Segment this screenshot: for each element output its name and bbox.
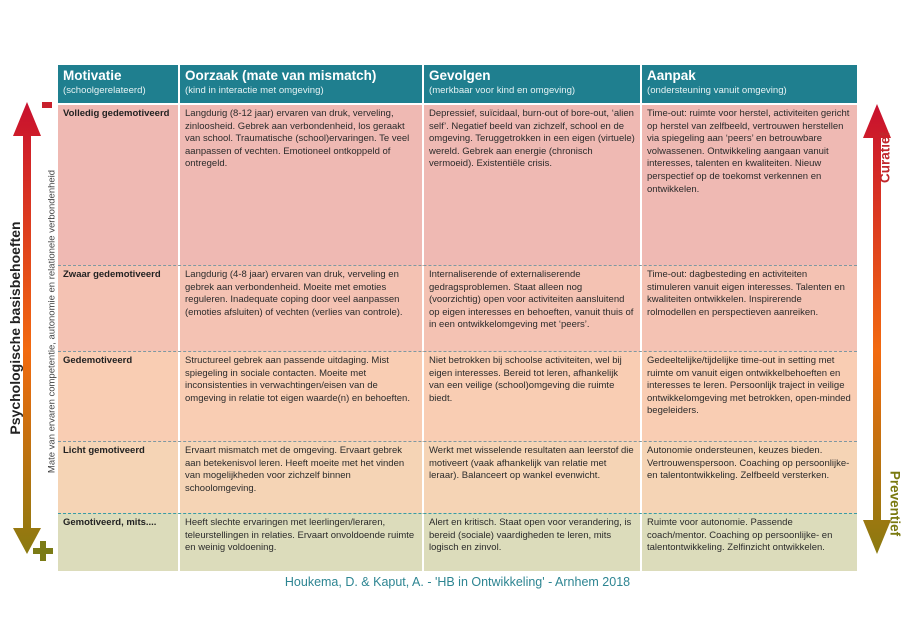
row-gevolgen: Internaliserende of externaliserende gedragsproblemen. Staat alleen nog (voorzichtig) open voor activiteiten aansluitend op eigen interesses en behoeften, vanuit thuis of in een ontwikkelomgeving met ‘peers’. — [424, 266, 642, 351]
minus-sign-icon — [42, 102, 52, 108]
row-oorzaak: Langdurig (8-12 jaar) ervaren van druk, verveling, zinloosheid. Gebrek aan verbondenheid, los geraakt van school. Traumatische (school)ervaringen. Te veel aanpassen of vechten. Emotioneel ontkoppeld of ontregeld. — [180, 105, 424, 265]
table-row — [58, 103, 857, 265]
row-gevolgen: Alert en kritisch. Staat open voor verandering, is bereid (sociale) vaardigheden te leren, mits logisch en zinvol. — [424, 514, 642, 571]
row-gevolgen: Niet betrokken bij schoolse activiteiten, wel bij eigen interesses. Bereid tot leren, afhankelijk van een veilige (school)omgeving die ruimte biedt. — [424, 352, 642, 441]
row-gevolgen: Werkt met wisselende resultaten aan leerstof die motiveert (vaak afhankelijk van relatie met leraar). Balanceert op wankel evenwicht. — [424, 442, 642, 513]
row-level: Gedemotiveerd — [58, 352, 180, 441]
header-subtitle: (schoolgerelateerd) — [63, 85, 146, 96]
row-aanpak: Gedeeltelijke/tijdelijke time-out in setting met ruimte om vanuit eigen ontwikkelbehoeften en interesses te leren. Persoonlijk traject in veilige ontwikkelomgeving met betrokken, open-minded begeleiders. — [647, 355, 851, 417]
row-aanpak: Time-out: ruimte voor herstel, activiteiten gericht op herstel van zelfbeeld, vertrouwen herstellen via spiegeling aan ‘peers’ en betrouwbare volwassenen. Ontwikkeling aangaan vanuit interesses, talenten en kwaliteiten. Nieuw perspectief op de toekomst verkennen en ontwikkelen. — [647, 108, 850, 195]
row-level: Gemotiveerd, mits.... — [58, 514, 180, 571]
row-aanpak: Time-out: dagbesteding en activiteiten stimuleren vanuit eigen interesses. Talenten en kwaliteiten ontwikkelen. Inspirerende rolmodellen en perspectieven aanreiken. — [647, 269, 845, 318]
header-subtitle: (merkbaar voor kind en omgeving) — [429, 85, 576, 96]
row-oorzaak: Ervaart mismatch met de omgeving. Ervaart gebrek aan betekenisvol leren. Heeft moeite met het vinden van mogelijkheden voor zichzelf binnen schoolomgeving. — [180, 442, 424, 513]
header-subtitle: (ondersteuning vanuit omgeving) — [647, 85, 787, 96]
left-axis-subtitle: Mate van ervaren competentie, autonomie en relationele verbondenheid — [46, 169, 58, 474]
row-level: Zwaar gedemotiveerd — [58, 266, 180, 351]
table-row — [58, 265, 857, 351]
row-aanpak: Autonomie ondersteunen, keuzes bieden. Vertrouwenspersoon. Coaching op persoonlijke- en talentontwikkeling. Zelfbeeld versterken. — [647, 445, 850, 482]
left-axis-title: Psychologische basisbehoeften — [7, 221, 23, 435]
table-row — [58, 441, 857, 513]
right-axis-curatief: Curatief — [877, 132, 893, 184]
header-oorzaak — [180, 65, 424, 103]
header-title: Gevolgen — [429, 68, 491, 83]
right-axis-preventief: Preventief — [887, 470, 903, 537]
row-oorzaak: Heeft slechte ervaringen met leerlingen/leraren, teleurstellingen in relaties. Ervaart onvoldoende ruimte en weinig voldoening. — [180, 514, 424, 571]
source-credit: Houkema, D. & Kaput, A. - 'HB in Ontwikkeling' - Arnhem 2018 — [284, 575, 631, 589]
header-gevolgen — [424, 65, 642, 103]
table-row — [58, 351, 857, 441]
row-level: Volledig gedemotiveerd — [58, 105, 180, 265]
header-subtitle: (kind in interactie met omgeving) — [185, 85, 324, 96]
row-gevolgen: Depressief, suïcidaal, burn-out of bore-out, ‘alien self’. Negatief beeld van zichzelf, school en de omgeving. Teruggetrokken in een eigen (virtuele) wereld. Gebrek aan energie (chronisch vermoeid). Existentiële crisis. — [424, 105, 642, 265]
motivation-table — [58, 65, 857, 571]
row-aanpak: Ruimte voor autonomie. Passende coach/mentor. Coaching op persoonlijke- en talentontwikkeling. Zelfinzicht ontwikkelen. — [647, 517, 833, 554]
header-motivatie — [58, 65, 180, 103]
table-header — [58, 65, 857, 103]
header-title: Motivatie — [63, 68, 122, 83]
header-title: Oorzaak (mate van mismatch) — [185, 68, 377, 83]
header-aanpak — [642, 65, 857, 103]
table-row — [58, 513, 857, 571]
row-oorzaak: Langdurig (4-8 jaar) ervaren van druk, verveling en gebrek aan verbondenheid. Moeite met emoties reguleren. Inadequate coping door veel aanpassen (emoties afsluiten) of vechten (verlies van controle). — [180, 266, 424, 351]
header-title: Aanpak — [647, 68, 696, 83]
row-level: Licht gemotiveerd — [58, 442, 180, 513]
row-oorzaak: Structureel gebrek aan passende uitdaging. Mist spiegeling in sociale contacten. Moeite met inconsistenties in verwachtingen/eisen van de omgeving in relatie tot eigen waarde(n) en behoeften. — [180, 352, 424, 441]
plus-vertical-bar — [40, 541, 46, 561]
